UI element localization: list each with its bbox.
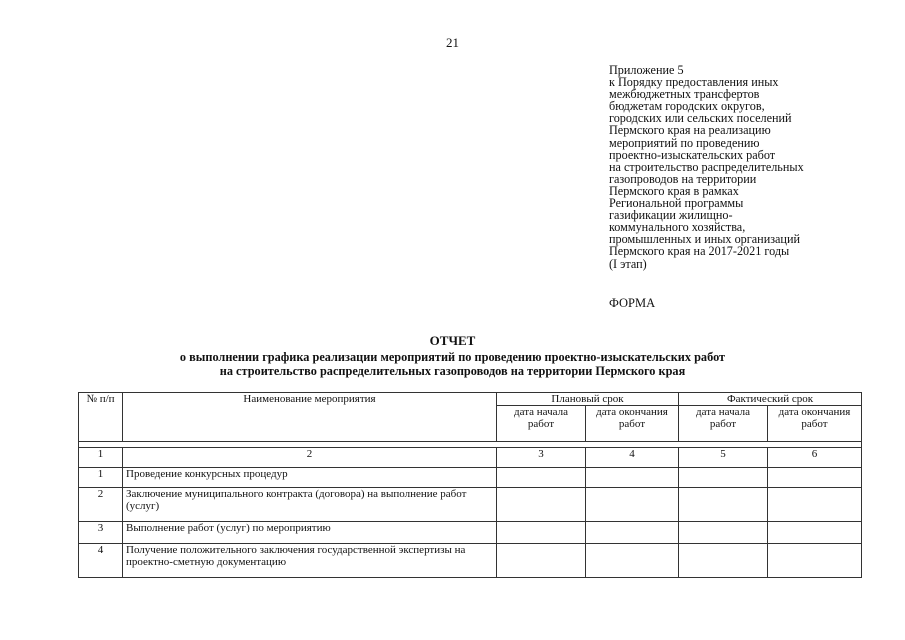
header-actual: Фактический срок xyxy=(679,393,862,406)
row-activity: Выполнение работ (услуг) по мероприятию xyxy=(123,522,497,544)
planned-end-cell xyxy=(586,522,679,544)
column-number-row xyxy=(79,448,862,468)
row-activity: Заключение муниципального контракта (договора) на выполнение работ (услуг) xyxy=(123,488,497,522)
appendix-line: Пермского края на реализацию xyxy=(609,123,771,138)
column-number: 1 xyxy=(79,448,123,468)
appendix-line: проектно-изыскательских работ xyxy=(609,147,776,162)
page-number: 21 xyxy=(446,35,459,50)
appendix-line: Пермского края в рамках xyxy=(609,183,739,198)
header-actual-start: дата начала работ xyxy=(679,406,768,442)
table-row xyxy=(79,488,862,522)
planned-end-cell xyxy=(586,488,679,522)
column-number: 3 xyxy=(497,448,586,468)
column-number: 2 xyxy=(123,448,497,468)
column-number: 6 xyxy=(768,448,862,468)
appendix-line: межбюджетных трансфертов xyxy=(609,87,760,102)
row-number: 1 xyxy=(79,468,123,488)
form-label: ФОРМА xyxy=(609,296,656,310)
header-num: № п/п xyxy=(79,393,123,442)
actual-end-cell xyxy=(768,522,862,544)
actual-end-cell xyxy=(768,468,862,488)
actual-start-cell xyxy=(679,544,768,578)
actual-start-cell xyxy=(679,522,768,544)
planned-end-cell xyxy=(586,468,679,488)
report-subtitle-line: о выполнении графика реализации мероприятий по проведению проектно-изыскательских работ xyxy=(179,350,726,364)
appendix-line: коммунального хозяйства, xyxy=(609,220,746,235)
appendix-line: к Порядку предоставления иных xyxy=(609,75,779,90)
row-number: 2 xyxy=(79,488,123,522)
row-number: 4 xyxy=(79,544,123,578)
table-row xyxy=(79,544,862,578)
schedule-table xyxy=(78,392,862,578)
row-activity: Проведение конкурсных процедур xyxy=(123,468,497,488)
planned-start-cell xyxy=(497,468,586,488)
appendix-block xyxy=(609,64,879,270)
row-number: 3 xyxy=(79,522,123,544)
appendix-line: городских или сельских поселений xyxy=(609,111,792,126)
actual-end-cell xyxy=(768,488,862,522)
header-planned-end: дата окончания работ xyxy=(586,406,679,442)
header-name: Наименование мероприятия xyxy=(123,393,497,442)
appendix-line: на строительство распределительных xyxy=(609,159,804,174)
header-actual-end: дата окончания работ xyxy=(768,406,862,442)
appendix-line: газификации жилищно- xyxy=(609,208,733,223)
planned-start-cell xyxy=(497,544,586,578)
appendix-line: бюджетам городских округов, xyxy=(609,99,765,114)
column-number: 5 xyxy=(679,448,768,468)
report-subtitle-line: на строительство распределительных газопроводов на территории Пермского края xyxy=(219,364,686,378)
actual-start-cell xyxy=(679,468,768,488)
report-title: ОТЧЕТ xyxy=(429,333,476,348)
column-number: 4 xyxy=(586,448,679,468)
appendix-line: Пермского края на 2017-2021 годы xyxy=(609,244,790,259)
planned-start-cell xyxy=(497,522,586,544)
appendix-line: Региональной программы xyxy=(609,196,744,211)
appendix-line: Приложение 5 xyxy=(609,63,684,77)
actual-end-cell xyxy=(768,544,862,578)
header-planned-start: дата начала работ xyxy=(497,406,586,442)
row-activity: Получение положительного заключения государственной экспертизы на проектно-сметную документацию xyxy=(123,544,497,578)
appendix-line: мероприятий по проведению xyxy=(609,135,760,150)
actual-start-cell xyxy=(679,488,768,522)
appendix-line: (I этап) xyxy=(609,256,647,271)
table-row xyxy=(79,522,862,544)
header-planned: Плановый срок xyxy=(497,393,679,406)
planned-start-cell xyxy=(497,488,586,522)
appendix-line: промышленных и иных организаций xyxy=(609,232,801,247)
table-row xyxy=(79,468,862,488)
appendix-line: газопроводов на территории xyxy=(609,171,757,186)
report-subtitle xyxy=(0,350,905,378)
planned-end-cell xyxy=(586,544,679,578)
